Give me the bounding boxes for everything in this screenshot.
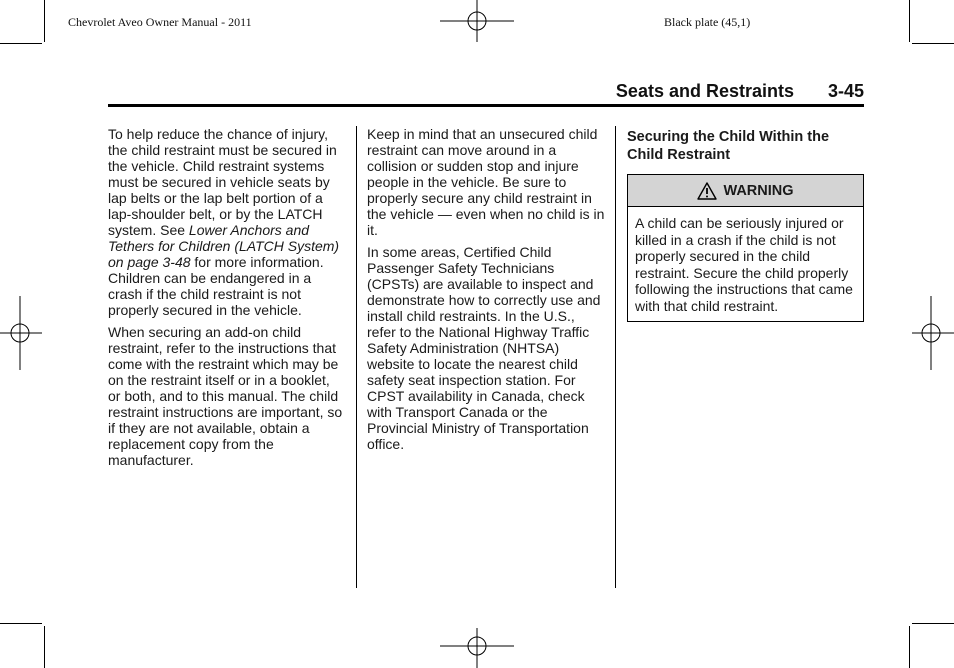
warning-header (628, 175, 863, 207)
paragraph-text: To help reduce the chance of injury, the child restraint must be secured in the vehicle. Child restraint systems must be secured in vehicle seats by lap belts or the lap belt portion of a lap-shoulder belt, or by the LATCH system. See (108, 126, 337, 238)
print-meta-left: Chevrolet Aveo Owner Manual - 2011 (68, 15, 252, 29)
crop-mark (0, 43, 42, 44)
cross-reference-link[interactable]: Lower Anchors and Tethers for Children (LATCH System) on page 3-48 (108, 222, 340, 270)
print-meta-right: Black plate (45,1) (664, 15, 751, 29)
paragraph: Keep in mind that an unsecured child restraint can move around in a collision or sudden stop and injure people in the vehicle. Be sure to properly secure any child restraint in the vehicle — even when no child is in it. (367, 126, 605, 238)
registration-mark-icon (912, 296, 954, 370)
section-title: Seats and Restraints (615, 81, 794, 101)
running-header (108, 80, 864, 107)
warning-title: WARNING (723, 182, 794, 199)
warning-body: A child can be seriously injured or killed in a crash if the child is not properly secured in the child restraint. Secure the child properly following the instructions that came with that child restraint. (635, 215, 853, 314)
warning-triangle-icon (697, 182, 717, 200)
paragraph-text: for more information. Children can be endangered in a crash if the child restraint is not properly secured in the vehicle. (108, 254, 324, 318)
paragraph (108, 126, 344, 318)
section-heading: Securing the Child Within the Child Restraint (627, 129, 830, 163)
text-column-1 (108, 126, 344, 474)
text-column-2 (367, 126, 607, 458)
warning-box (627, 174, 864, 322)
crop-mark (909, 0, 910, 42)
paragraph: When securing an add-on child restraint, refer to the instructions that come with the restraint which may be on the restraint itself or in a booklet, or both, and to this manual. The child restraint instructions are important, so if they are not available, obtain a replacement copy from the manufacturer. (108, 324, 343, 468)
column-divider (356, 126, 357, 588)
column-divider (615, 126, 616, 588)
paragraph: In some areas, Certified Child Passenger Safety Technicians (CPSTs) are available to inspect and demonstrate how to correctly use and install child restraints. In the U.S., refer to the National Highway Traffic Safety Administration (NHTSA) website to locate the nearest child safety seat inspection station. For CPST availability in Canada, check with Transport Canada or the Provincial Ministry of Transportation office. (367, 244, 601, 452)
registration-mark-icon (440, 0, 514, 42)
registration-mark-icon (0, 296, 42, 370)
registration-mark-icon (440, 628, 514, 668)
page-number: 3-45 (827, 81, 864, 101)
text-column-3 (627, 126, 864, 322)
crop-mark (912, 623, 954, 624)
crop-mark (44, 0, 45, 42)
crop-mark (0, 623, 42, 624)
crop-mark (909, 626, 910, 668)
crop-mark (912, 43, 954, 44)
crop-mark (44, 626, 45, 668)
